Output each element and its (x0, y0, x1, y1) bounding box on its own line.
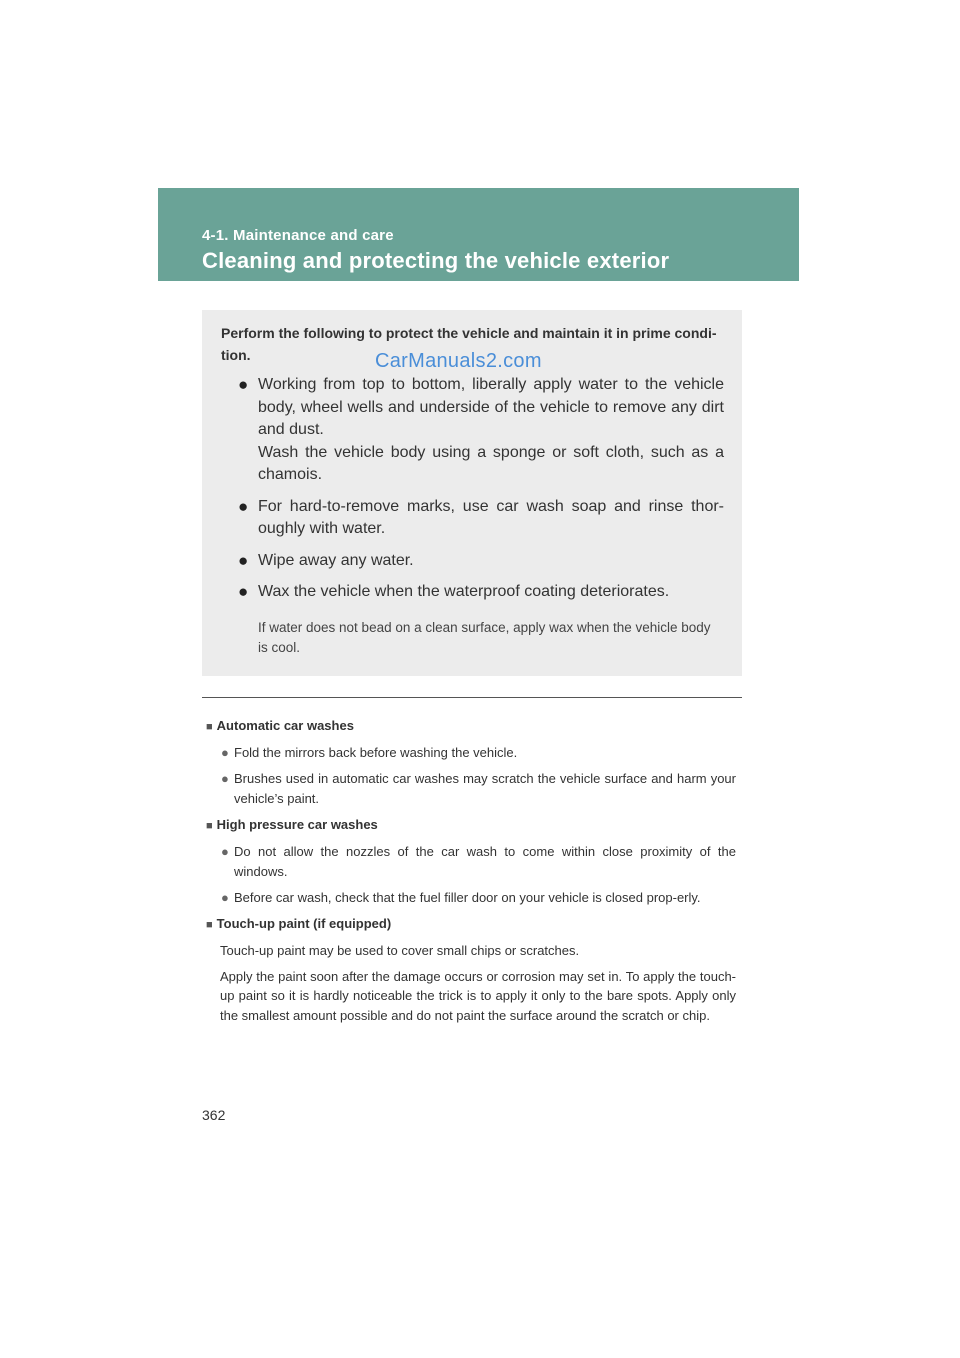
bullet-icon: ● (238, 375, 249, 394)
bullet-icon: ● (221, 890, 229, 905)
divider (202, 697, 742, 698)
bullet-icon: ● (221, 745, 229, 760)
bullet-icon: ● (238, 582, 249, 601)
note-heading: ■ High pressure car washes (206, 817, 378, 832)
notes-section (206, 716, 736, 1031)
list-item (238, 496, 724, 541)
bullet-icon: ● (221, 844, 229, 859)
bullet-text: Wax the vehicle when the waterproof coating deteriorates. (258, 583, 670, 600)
square-bullet-icon: ■ (206, 919, 213, 931)
bullet-text: Wipe away any water. (258, 551, 414, 569)
page-title: Cleaning and protecting the vehicle exterior (202, 248, 670, 273)
bullet-text: Working from top to bottom, liberally apply water to the vehicle body, wheel wells and underside of the vehicle to remove any dirt and dust. (258, 376, 724, 438)
list-item (238, 581, 724, 604)
list-item (238, 374, 724, 487)
intro-lead: Perform the following to protect the vehicle and maintain it in prime condi-tion. (221, 325, 717, 363)
note-heading: ■ Automatic car washes (206, 718, 354, 733)
note-heading: ■ Touch-up paint (if equipped) (206, 916, 392, 931)
page-number: 362 (202, 1107, 226, 1123)
bullet-text: Wash the vehicle body using a sponge or soft cloth, such as a chamois. (258, 443, 724, 483)
square-bullet-icon: ■ (206, 721, 213, 733)
watermark-text: CarManuals2.com (375, 350, 542, 372)
list-item: ● Before car wash, check that the fuel filler door on your vehicle is closed prop-erly. (206, 888, 736, 908)
list-item (238, 550, 724, 573)
list-item: ● Brushes used in automatic car washes may scratch the vehicle surface and harm your vehicle’s paint. (221, 771, 736, 806)
bullet-text: For hard-to-remove marks, use car wash soap and rinse thor-oughly with water. (258, 497, 724, 537)
paragraph: Apply the paint soon after the damage occurs or corrosion may set in. To apply the touch-up paint so it is hardly noticeable the trick is to apply it only to the bare spots. Apply only the smallest amount possible and do not paint the surface around the scratch or chip. (220, 968, 736, 1023)
wax-note: If water does not bead on a clean surface, apply wax when the vehicle body is cool. (258, 620, 711, 655)
bullet-icon: ● (238, 496, 249, 516)
paragraph: Touch-up paint may be used to cover small chips or scratches. (220, 943, 580, 958)
intro-bullet-list (238, 374, 724, 613)
bullet-icon: ● (221, 771, 229, 786)
list-item: ● Fold the mirrors back before washing the vehicle. (206, 743, 736, 763)
intro-box (202, 310, 742, 676)
bullet-icon: ● (238, 550, 249, 570)
page-header (158, 188, 799, 281)
section-label: 4-1. Maintenance and care (202, 227, 394, 244)
list-item: ● Do not allow the nozzles of the car wash to come within close proximity of the windows. (221, 844, 736, 879)
square-bullet-icon: ■ (206, 820, 213, 832)
